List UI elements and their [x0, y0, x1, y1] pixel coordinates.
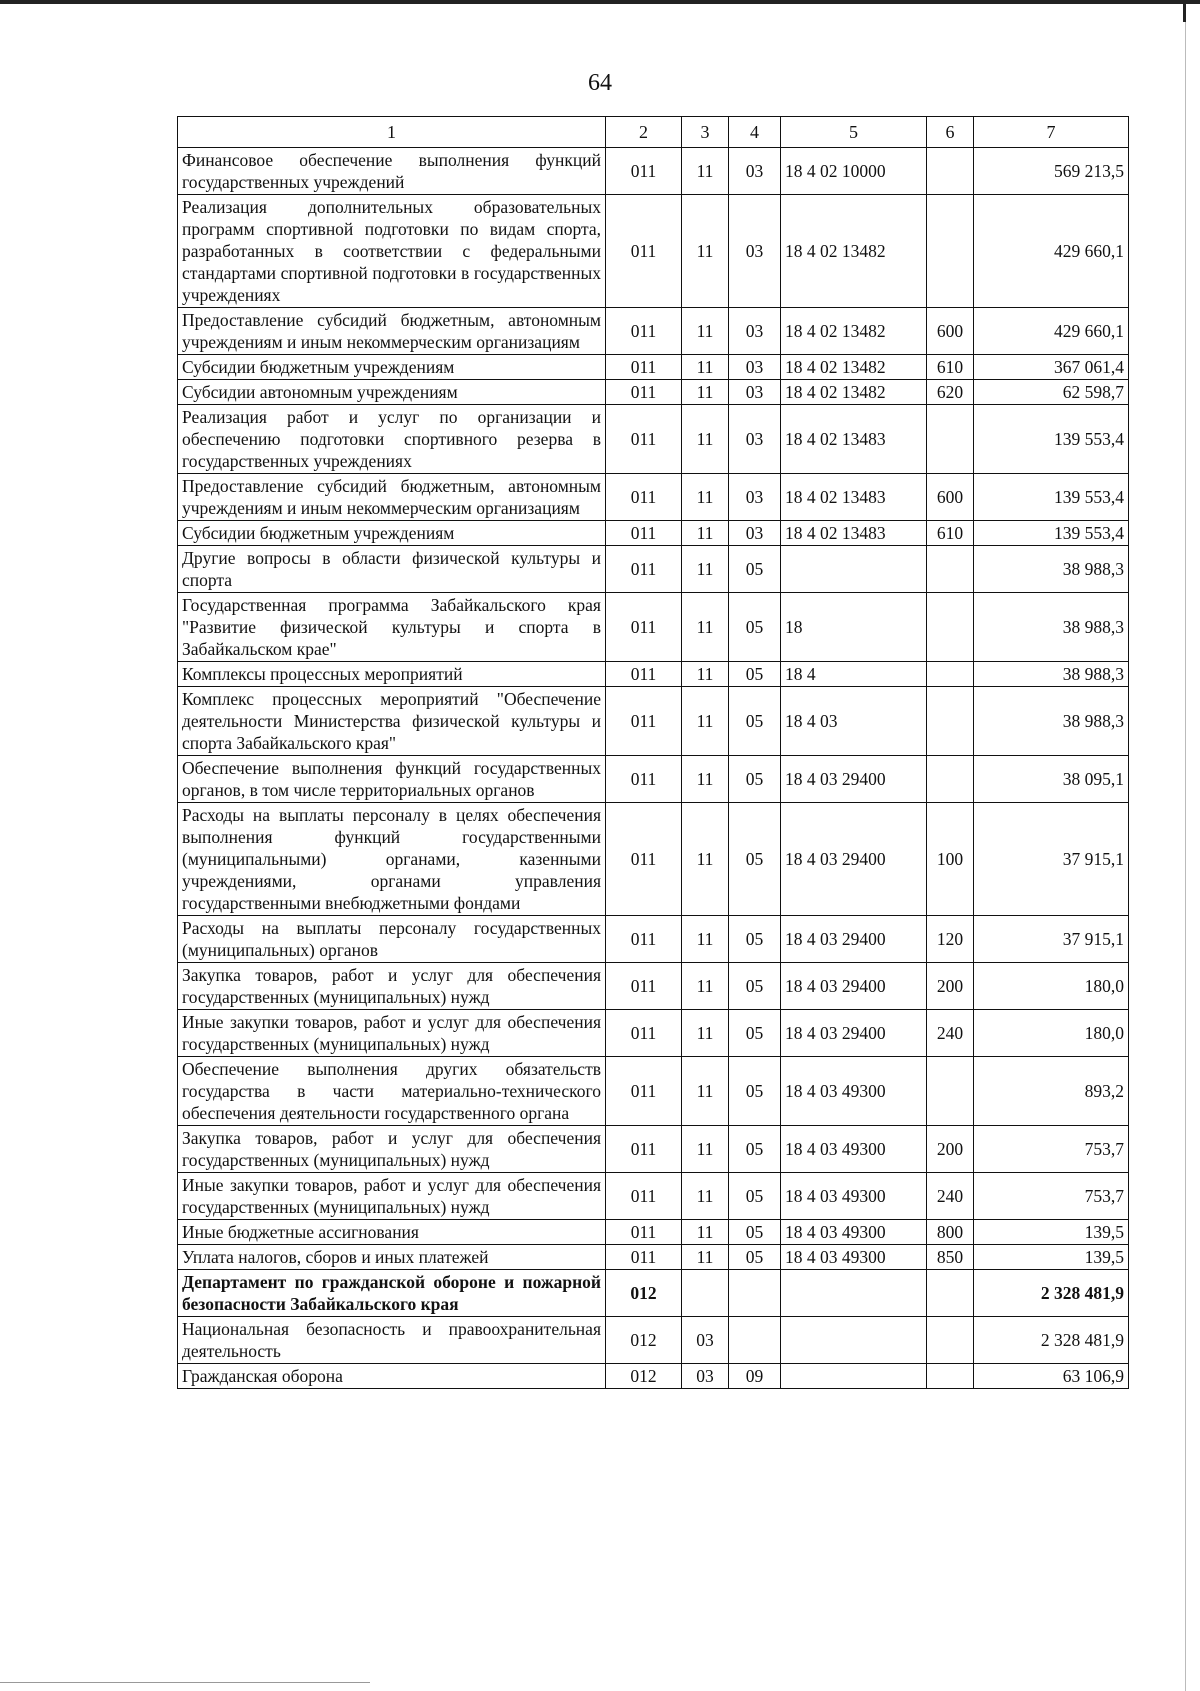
- row-subsection-code: 03: [729, 474, 781, 521]
- row-expense-type: 240: [927, 1173, 974, 1220]
- row-target-article: 18 4 02 13482: [781, 380, 927, 405]
- row-section-code: 03: [682, 1364, 729, 1389]
- budget-table: [177, 116, 1129, 1389]
- row-subsection-code: 05: [729, 916, 781, 963]
- row-target-article: 18 4 03 49300: [781, 1126, 927, 1173]
- row-expense-type: [927, 593, 974, 662]
- row-target-article: 18 4 02 13483: [781, 521, 927, 546]
- row-ministry-code: 012: [606, 1317, 682, 1364]
- table-row: [178, 1364, 1129, 1389]
- row-subsection-code: 03: [729, 521, 781, 546]
- row-ministry-code: 011: [606, 355, 682, 380]
- page-number: 64: [588, 70, 612, 96]
- row-name: Иные закупки товаров, работ и услуг для обеспечения государственных (муниципальных) нужд: [178, 1173, 606, 1220]
- row-expense-type: 200: [927, 1126, 974, 1173]
- row-expense-type: [927, 1317, 974, 1364]
- row-ministry-code: 011: [606, 593, 682, 662]
- table-row: [178, 1220, 1129, 1245]
- row-subsection-code: 05: [729, 1245, 781, 1270]
- row-expense-type: [927, 662, 974, 687]
- table-row: [178, 756, 1129, 803]
- scan-edge-top: [0, 0, 1200, 10]
- row-ministry-code: 011: [606, 308, 682, 355]
- row-subsection-code: 05: [729, 1057, 781, 1126]
- row-amount: 2 328 481,9: [974, 1317, 1129, 1364]
- row-expense-type: [927, 687, 974, 756]
- row-target-article: 18 4 02 13483: [781, 405, 927, 474]
- table-row: [178, 963, 1129, 1010]
- row-expense-type: 800: [927, 1220, 974, 1245]
- scan-edge-right: [1185, 0, 1186, 1691]
- row-ministry-code: 011: [606, 405, 682, 474]
- row-name: Предоставление субсидий бюджетным, автономным учреждениям и иным некоммерческим организациям: [178, 308, 606, 355]
- row-expense-type: 610: [927, 521, 974, 546]
- row-section-code: 11: [682, 546, 729, 593]
- row-amount: 569 213,5: [974, 148, 1129, 195]
- row-section-code: 11: [682, 963, 729, 1010]
- row-expense-type: 200: [927, 963, 974, 1010]
- row-section-code: 11: [682, 195, 729, 308]
- row-target-article: [781, 1317, 927, 1364]
- row-subsection-code: 05: [729, 1126, 781, 1173]
- row-section-code: 11: [682, 593, 729, 662]
- table-row: [178, 474, 1129, 521]
- row-subsection-code: 05: [729, 1010, 781, 1057]
- row-amount: 62 598,7: [974, 380, 1129, 405]
- row-section-code: 11: [682, 474, 729, 521]
- row-subsection-code: 03: [729, 195, 781, 308]
- row-expense-type: [927, 195, 974, 308]
- row-target-article: 18 4 03 29400: [781, 916, 927, 963]
- row-section-code: 11: [682, 380, 729, 405]
- table-row: [178, 1270, 1129, 1317]
- row-name: Предоставление субсидий бюджетным, автономным учреждениям и иным некоммерческим организациям: [178, 474, 606, 521]
- row-expense-type: 100: [927, 803, 974, 916]
- table-row: [178, 405, 1129, 474]
- row-target-article: 18 4 03 49300: [781, 1173, 927, 1220]
- row-ministry-code: 011: [606, 148, 682, 195]
- row-target-article: [781, 546, 927, 593]
- table-row: [178, 380, 1129, 405]
- row-name: Уплата налогов, сборов и иных платежей: [178, 1245, 606, 1270]
- row-target-article: 18 4: [781, 662, 927, 687]
- row-name: Обеспечение выполнения функций государственных органов, в том числе территориальных органов: [178, 756, 606, 803]
- row-target-article: 18 4 03 49300: [781, 1220, 927, 1245]
- row-target-article: [781, 1364, 927, 1389]
- row-section-code: 11: [682, 1245, 729, 1270]
- row-subsection-code: 03: [729, 148, 781, 195]
- table-row: [178, 308, 1129, 355]
- scan-mark: [1183, 0, 1186, 22]
- row-expense-type: [927, 1270, 974, 1317]
- table-row: [178, 1317, 1129, 1364]
- row-subsection-code: 05: [729, 687, 781, 756]
- row-section-code: 11: [682, 687, 729, 756]
- row-section-code: 11: [682, 355, 729, 380]
- row-subsection-code: 03: [729, 308, 781, 355]
- row-ministry-code: 011: [606, 1245, 682, 1270]
- table-row: [178, 662, 1129, 687]
- row-expense-type: 120: [927, 916, 974, 963]
- row-ministry-code: 011: [606, 803, 682, 916]
- row-amount: 37 915,1: [974, 803, 1129, 916]
- row-ministry-code: 011: [606, 687, 682, 756]
- row-expense-type: [927, 1364, 974, 1389]
- row-name: Расходы на выплаты персоналу государственных (муниципальных) органов: [178, 916, 606, 963]
- row-section-code: 11: [682, 1173, 729, 1220]
- row-name: Гражданская оборона: [178, 1364, 606, 1389]
- row-target-article: 18 4 03: [781, 687, 927, 756]
- row-target-article: 18 4 03 29400: [781, 756, 927, 803]
- row-amount: 139 553,4: [974, 405, 1129, 474]
- row-section-code: 11: [682, 1126, 729, 1173]
- header-col-4: 4: [729, 117, 781, 148]
- header-col-3: 3: [682, 117, 729, 148]
- row-section-code: 11: [682, 1010, 729, 1057]
- row-ministry-code: 011: [606, 521, 682, 546]
- row-target-article: 18 4 03 49300: [781, 1245, 927, 1270]
- table-row: [178, 195, 1129, 308]
- row-target-article: [781, 1270, 927, 1317]
- row-subsection-code: 05: [729, 1220, 781, 1245]
- header-col-7: 7: [974, 117, 1129, 148]
- row-name: Департамент по гражданской обороне и пожарной безопасности Забайкальского края: [178, 1270, 606, 1317]
- row-amount: 38 095,1: [974, 756, 1129, 803]
- row-name: Финансовое обеспечение выполнения функций государственных учреждений: [178, 148, 606, 195]
- row-expense-type: 610: [927, 355, 974, 380]
- row-ministry-code: 011: [606, 1220, 682, 1245]
- row-expense-type: [927, 756, 974, 803]
- row-amount: 429 660,1: [974, 308, 1129, 355]
- row-amount: 37 915,1: [974, 916, 1129, 963]
- row-name: Субсидии бюджетным учреждениям: [178, 521, 606, 546]
- row-section-code: 11: [682, 148, 729, 195]
- row-amount: 63 106,9: [974, 1364, 1129, 1389]
- row-expense-type: [927, 148, 974, 195]
- header-col-1: 1: [178, 117, 606, 148]
- row-amount: 38 988,3: [974, 662, 1129, 687]
- row-ministry-code: 012: [606, 1364, 682, 1389]
- row-target-article: 18 4 02 13482: [781, 355, 927, 380]
- row-amount: 180,0: [974, 963, 1129, 1010]
- row-amount: 753,7: [974, 1126, 1129, 1173]
- row-amount: 893,2: [974, 1057, 1129, 1126]
- header-col-5: 5: [781, 117, 927, 148]
- row-section-code: 11: [682, 405, 729, 474]
- row-target-article: 18 4 02 13483: [781, 474, 927, 521]
- table-row: [178, 1126, 1129, 1173]
- table-row: [178, 1245, 1129, 1270]
- row-amount: 139 553,4: [974, 474, 1129, 521]
- row-name: Иные закупки товаров, работ и услуг для обеспечения государственных (муниципальных) нужд: [178, 1010, 606, 1057]
- row-ministry-code: 011: [606, 474, 682, 521]
- row-subsection-code: 05: [729, 662, 781, 687]
- row-amount: 139,5: [974, 1245, 1129, 1270]
- row-section-code: 11: [682, 803, 729, 916]
- row-section-code: 11: [682, 916, 729, 963]
- row-name: Реализация дополнительных образовательных программ спортивной подготовки по видам спорта, разработанных в соответствии с федеральными стандартами спортивной подготовки в государственных учреждениях: [178, 195, 606, 308]
- row-ministry-code: 012: [606, 1270, 682, 1317]
- header-row: [178, 117, 1129, 148]
- row-expense-type: [927, 405, 974, 474]
- row-ministry-code: 011: [606, 916, 682, 963]
- row-name: Государственная программа Забайкальского края "Развитие физической культуры и спорта в Забайкальском крае": [178, 593, 606, 662]
- row-amount: 139,5: [974, 1220, 1129, 1245]
- row-target-article: 18 4 02 13482: [781, 195, 927, 308]
- table-row: [178, 148, 1129, 195]
- row-subsection-code: [729, 1270, 781, 1317]
- row-subsection-code: 05: [729, 593, 781, 662]
- row-subsection-code: [729, 1317, 781, 1364]
- row-subsection-code: 05: [729, 963, 781, 1010]
- row-target-article: 18 4 02 10000: [781, 148, 927, 195]
- table-row: [178, 1057, 1129, 1126]
- row-subsection-code: 05: [729, 803, 781, 916]
- row-subsection-code: 03: [729, 405, 781, 474]
- row-section-code: [682, 1270, 729, 1317]
- table-row: [178, 1010, 1129, 1057]
- row-amount: 38 988,3: [974, 687, 1129, 756]
- row-subsection-code: 03: [729, 380, 781, 405]
- row-name: Комплекс процессных мероприятий "Обеспечение деятельности Министерства физической культуры и спорта Забайкальского края": [178, 687, 606, 756]
- row-ministry-code: 011: [606, 1010, 682, 1057]
- row-ministry-code: 011: [606, 380, 682, 405]
- row-amount: 139 553,4: [974, 521, 1129, 546]
- row-expense-type: 600: [927, 308, 974, 355]
- row-name: Закупка товаров, работ и услуг для обеспечения государственных (муниципальных) нужд: [178, 963, 606, 1010]
- row-amount: 367 061,4: [974, 355, 1129, 380]
- table-row: [178, 1173, 1129, 1220]
- row-expense-type: [927, 1057, 974, 1126]
- row-name: Комплексы процессных мероприятий: [178, 662, 606, 687]
- table-row: [178, 916, 1129, 963]
- row-section-code: 03: [682, 1317, 729, 1364]
- row-amount: 429 660,1: [974, 195, 1129, 308]
- row-amount: 753,7: [974, 1173, 1129, 1220]
- scan-edge-bottom: [0, 1682, 370, 1683]
- table-row: [178, 593, 1129, 662]
- row-ministry-code: 011: [606, 756, 682, 803]
- row-expense-type: [927, 546, 974, 593]
- row-target-article: 18 4 02 13482: [781, 308, 927, 355]
- row-name: Закупка товаров, работ и услуг для обеспечения государственных (муниципальных) нужд: [178, 1126, 606, 1173]
- row-subsection-code: 05: [729, 756, 781, 803]
- row-section-code: 11: [682, 1220, 729, 1245]
- row-expense-type: 240: [927, 1010, 974, 1057]
- table-row: [178, 355, 1129, 380]
- row-name: Расходы на выплаты персоналу в целях обеспечения выполнения функций государственными (муниципальными) органами, казенными учреждениями, органами управления государственными внебюджетными фондами: [178, 803, 606, 916]
- row-expense-type: 850: [927, 1245, 974, 1270]
- row-name: Национальная безопасность и правоохранительная деятельность: [178, 1317, 606, 1364]
- row-subsection-code: 05: [729, 1173, 781, 1220]
- row-section-code: 11: [682, 662, 729, 687]
- row-section-code: 11: [682, 308, 729, 355]
- table-row: [178, 521, 1129, 546]
- table-row: [178, 687, 1129, 756]
- row-name: Обеспечение выполнения других обязательств государства в части материально-технического обеспечения деятельности государственного органа: [178, 1057, 606, 1126]
- row-subsection-code: 05: [729, 546, 781, 593]
- row-name: Реализация работ и услуг по организации и обеспечению подготовки спортивного резерва в государственных учреждениях: [178, 405, 606, 474]
- row-target-article: 18: [781, 593, 927, 662]
- row-expense-type: 620: [927, 380, 974, 405]
- row-target-article: 18 4 03 29400: [781, 1010, 927, 1057]
- row-name: Иные бюджетные ассигнования: [178, 1220, 606, 1245]
- row-ministry-code: 011: [606, 662, 682, 687]
- table-row: [178, 803, 1129, 916]
- row-target-article: 18 4 03 29400: [781, 963, 927, 1010]
- row-amount: 2 328 481,9: [974, 1270, 1129, 1317]
- row-ministry-code: 011: [606, 546, 682, 593]
- row-section-code: 11: [682, 521, 729, 546]
- row-amount: 38 988,3: [974, 546, 1129, 593]
- row-ministry-code: 011: [606, 195, 682, 308]
- row-name: Другие вопросы в области физической культуры и спорта: [178, 546, 606, 593]
- table-row: [178, 546, 1129, 593]
- row-section-code: 11: [682, 1057, 729, 1126]
- row-section-code: 11: [682, 756, 729, 803]
- row-ministry-code: 011: [606, 1057, 682, 1126]
- row-ministry-code: 011: [606, 1126, 682, 1173]
- row-subsection-code: 09: [729, 1364, 781, 1389]
- header-col-2: 2: [606, 117, 682, 148]
- row-name: Субсидии автономным учреждениям: [178, 380, 606, 405]
- row-target-article: 18 4 03 49300: [781, 1057, 927, 1126]
- row-target-article: 18 4 03 29400: [781, 803, 927, 916]
- row-amount: 38 988,3: [974, 593, 1129, 662]
- row-subsection-code: 03: [729, 355, 781, 380]
- row-ministry-code: 011: [606, 1173, 682, 1220]
- row-expense-type: 600: [927, 474, 974, 521]
- row-name: Субсидии бюджетным учреждениям: [178, 355, 606, 380]
- row-ministry-code: 011: [606, 963, 682, 1010]
- row-amount: 180,0: [974, 1010, 1129, 1057]
- header-col-6: 6: [927, 117, 974, 148]
